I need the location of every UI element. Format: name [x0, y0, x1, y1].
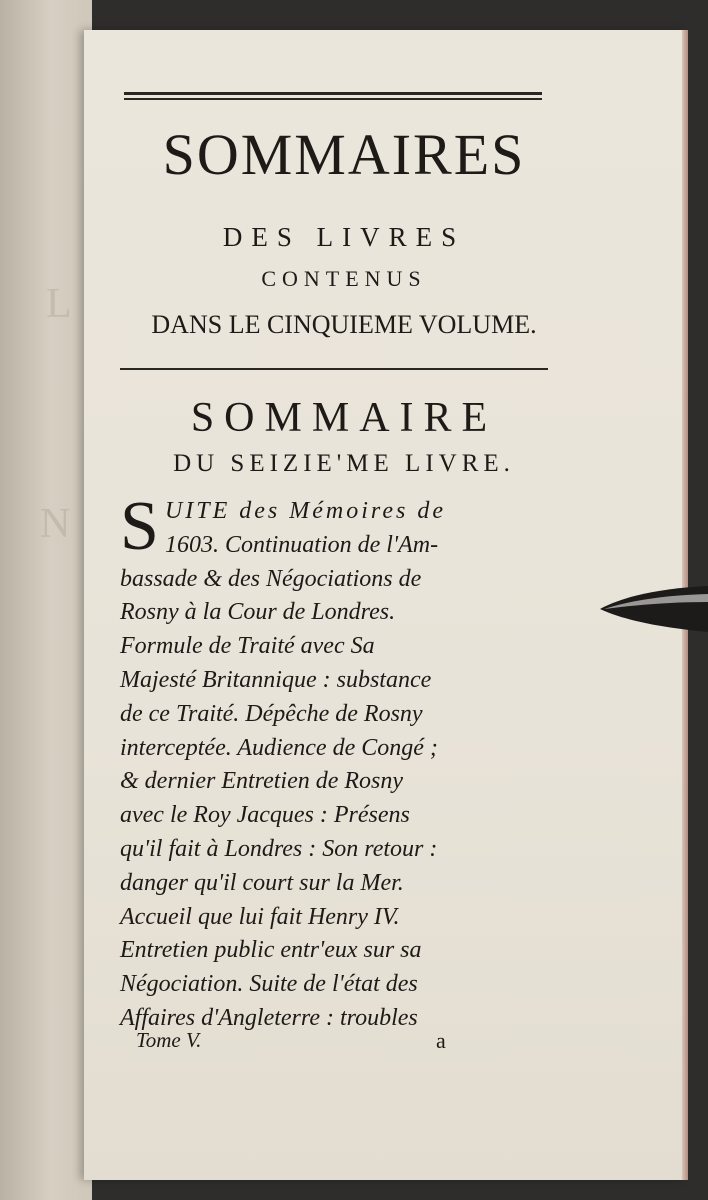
drop-cap: S [120, 488, 159, 565]
text-line: 1603. Continuation de l'Am- [164, 531, 439, 558]
text-line: avec le Roy Jacques : Présens [120, 802, 410, 829]
volume-label: Tome V. [136, 1028, 202, 1052]
summary-text [120, 488, 552, 1036]
text-line: Accueil que lui fait Henry IV. [120, 903, 400, 930]
text-line: danger qu'il court sur la Mer. [120, 869, 404, 896]
heading-line-1: DES LIVRES [222, 222, 466, 252]
facing-page-bleed: L [46, 281, 72, 327]
section-rule [120, 368, 548, 370]
top-double-rule [124, 92, 542, 100]
book-page [84, 30, 684, 1180]
signature-mark: a [436, 1028, 446, 1053]
text-line: interceptée. Audience de Congé ; [120, 734, 438, 761]
section-title: SOMMAIRE [190, 395, 498, 441]
page-title: SOMMAIRES [162, 122, 526, 187]
text-line: Entretien public entr'eux sur sa [120, 937, 422, 964]
text-line: de ce Traité. Dépêche de Rosny [120, 700, 423, 727]
text-line: qu'il fait à Londres : Son retour : [120, 835, 438, 862]
heading-line-3: DANS LE CINQUIEME VOLUME. [151, 310, 537, 339]
facing-page-bleed: N [40, 501, 71, 547]
heading-line-2: CONTENUS [261, 266, 427, 291]
text-line: Négociation. Suite de l'état des [120, 971, 418, 998]
text-line: bassade & des Négociations de [120, 565, 422, 592]
text-line: & dernier Entretien de Rosny [120, 768, 404, 795]
text-line: Majesté Britannique : substance [120, 666, 432, 693]
text-line: Formule de Traité avec Sa [120, 633, 375, 660]
page-holder-blade-icon [598, 582, 708, 636]
section-subtitle: DU SEIZIE'ME LIVRE. [173, 450, 515, 477]
text-line: UITE des Mémoires de [164, 498, 446, 524]
facing-page [0, 0, 92, 1200]
text-line: Rosny à la Cour de Londres. [120, 599, 396, 626]
text-line: Affaires d'Angleterre : troubles [120, 1004, 418, 1031]
